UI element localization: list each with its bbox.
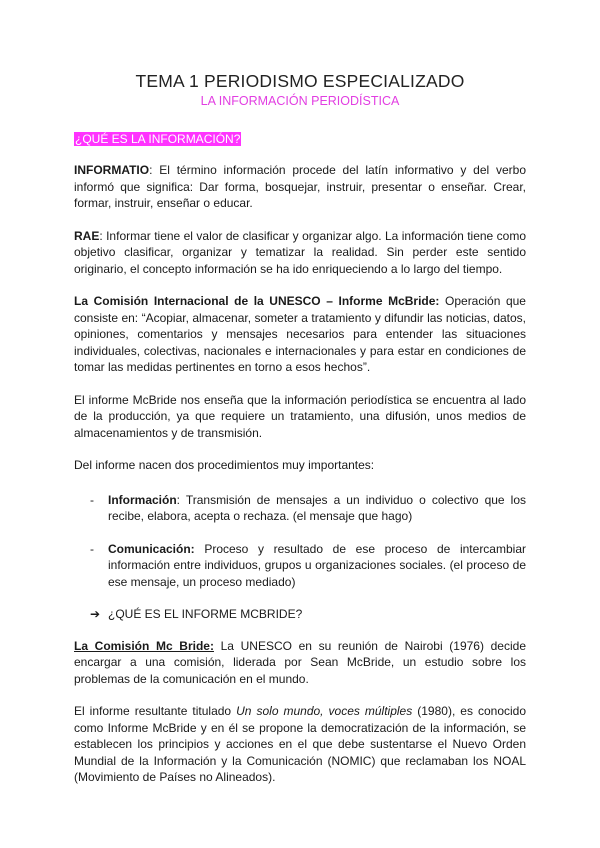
subheading-arrow-line: [74, 606, 526, 623]
paragraph-rae: [74, 228, 526, 278]
procedures-list: [74, 492, 526, 591]
arrow-right-icon: ➔: [90, 607, 101, 621]
term-comision-mcbride: La Comisión Mc Bride:: [74, 638, 214, 653]
dash-bullet: -: [90, 492, 94, 507]
paragraph-mcbride-teaches: El informe McBride nos enseña que la información periodística se encuentra al lado de la producción, ya que requiere un tratamiento, una difusión, unos medios de almacenamientos y de transmisión.: [74, 392, 526, 440]
dash-bullet: -: [90, 541, 94, 556]
list-item: [74, 541, 526, 591]
term-rae: RAE: [74, 228, 100, 243]
paragraph-procedures-intro: Del informe nacen dos procedimientos muy importantes:: [74, 458, 375, 472]
paragraph-text: Operación que consiste en: “Acopiar, almacenar, someter a tratamiento y difundir las noticias, datos, opiniones, comentarios y mensajes necesarios para entender las situaciones individuales, colectivas, nacionales e internacionales y para estar en condiciones de tomar las medidas pertinentes en torno a esos hechos”.: [74, 294, 526, 374]
term-unesco: La Comisión Internacional de la UNESCO – Informe McBride:: [74, 294, 440, 308]
list-item-text: : Transmisión de mensajes a un individuo o colectivo que los recibe, elabora, acepta o rechaza. (el mensaje que hago): [108, 492, 526, 523]
section-heading-wrap: [74, 130, 526, 146]
paragraph-text: : Informar tiene el valor de clasificar y organizar algo. La información tiene como objetivo clasificar, organizar y tematizar la realidad. Sin perder este sentido originario, el concepto información se ha ido enriqueciendo a lo largo del tiempo.: [74, 228, 526, 276]
paragraph-unesco: [74, 293, 526, 376]
term-informacion: Información: [108, 492, 177, 507]
subheading-mcbride: ¿QUÉ ES EL INFORME MCBRIDE?: [108, 607, 303, 621]
paragraph-comision-mcbride: [74, 638, 526, 688]
paragraph-informatio: [74, 162, 526, 212]
section-heading: ¿QUÉ ES LA INFORMACIÓN?: [75, 132, 241, 146]
book-title: Un solo mundo, voces múltiples: [236, 704, 413, 718]
paragraph-informe-resultante: [74, 703, 526, 786]
term-comunicacion: Comunicación:: [108, 541, 195, 556]
paragraph-text: La UNESCO en su reunión de Nairobi (1976) decide encargar a una comisión, liderada por Sean McBride, un estudio sobre los problemas de la comunicación en el mundo.: [74, 638, 526, 686]
paragraph-text: : El término información procede del latín informativo y del verbo informó que significa: Dar forma, bosquejar, instruir, presentar o enseñar. Crear, formar, instruir, enseñar o educar.: [74, 163, 526, 210]
paragraph-text: (1980), es conocido como Informe McBride y en él se propone la democratización de la información, se establecen los principios y acciones en el que debe sustentarse el Nuevo Orden Mundial de la Información y la Comunicación (NOMIC) que reclamaban los NOAL (Movimiento de Países no Alineados).: [74, 704, 527, 784]
document-subtitle: LA INFORMACIÓN PERIODÍSTICA: [200, 94, 400, 108]
document-title: TEMA 1 PERIODISMO ESPECIALIZADO: [135, 71, 465, 91]
list-item: [74, 492, 526, 525]
term-informatio: INFORMATIO: [74, 163, 150, 177]
paragraph-text: El informe resultante titulado: [74, 704, 237, 718]
list-item-text: Proceso y resultado de ese proceso de intercambiar información entre individuos, grupos u organizaciones sociales. (el proceso de ese mensaje, un proceso mediado): [108, 541, 526, 589]
